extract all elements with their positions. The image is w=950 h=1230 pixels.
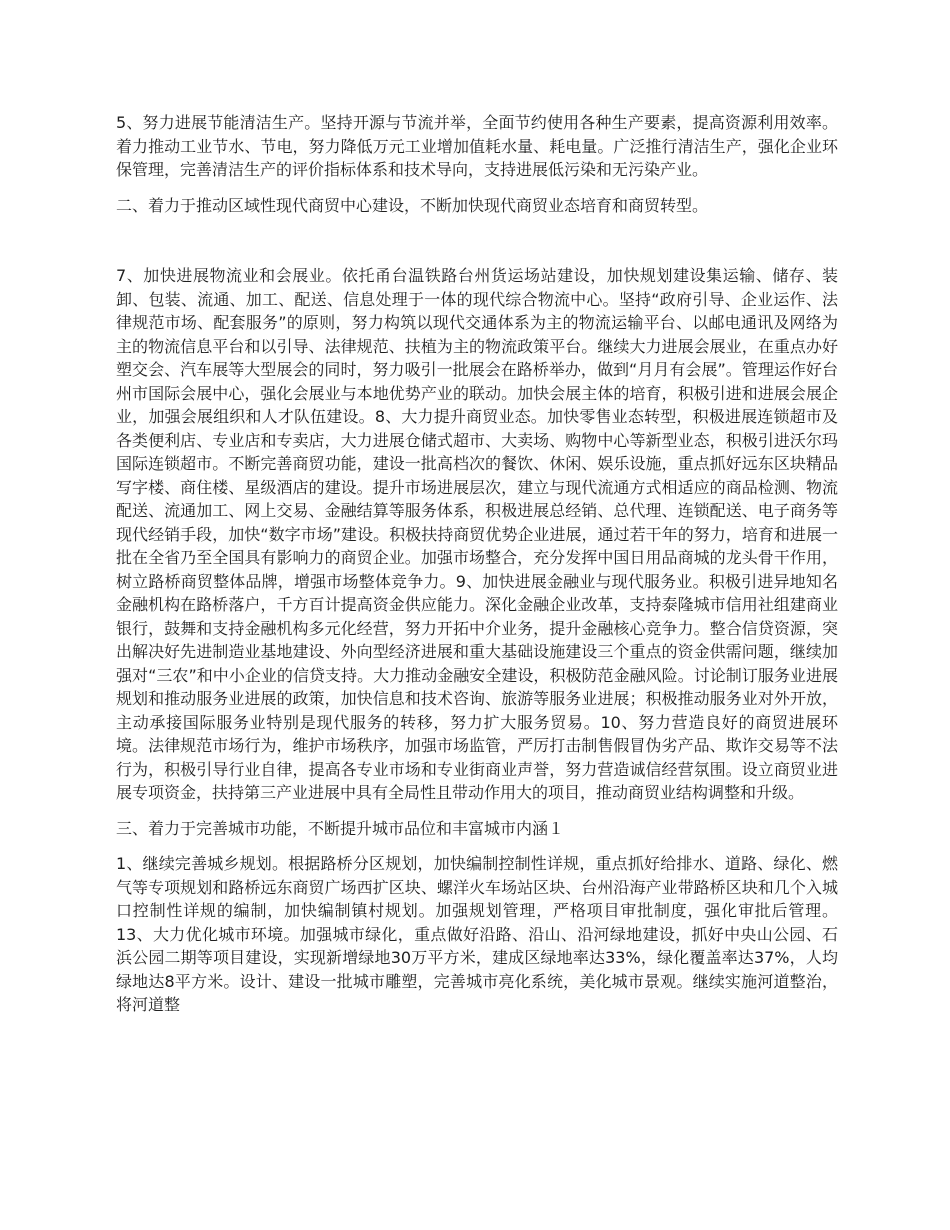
paragraph-logistics-commerce: 7、加快进展物流业和会展业。依托甬台温铁路台州货运场站建设，加快规划建设集运输、储存、装卸、包装、流通、加工、配送、信息处理于一体的现代综合物流中心。坚持“政府引导、企业运作、法律规范市场、配套服务”的原则，努力构筑以现代交通体系为主的物流运输平台、以邮电通讯及网络为主的物流信息平台和以引导、法律规范、扶植为主的物流政策平台。继续大力进展会展业，在重点办好塑交会、汽车展等大型展会的同时，努力吸引一批展会在路桥举办，做到“月月有会展”。管理运作好台州市国际会展中心，强化会展业与本地优势产业的联动。加快会展主体的培育，积极引进和进展会展企业，加强会展组织和人才队伍建设。8、大力提升商贸业态。加快零售业态转型，积极进展连锁超市及各类便利店、专业店和专卖店，大力进展仓储式超市、大卖场、购物中心等新型业态，积极引进沃尔玛国际连锁超市。不断完善商贸功能，建设一批高档次的餐饮、休闲、娱乐设施，重点抓好远东区块精品写字楼、商住楼、星级酒店的建设。提升市场进展层次，建立与现代流通方式相适应的商品检测、物流配送、流通加工、网上交易、金融结算等服务体系，积极进展总经销、总代理、连锁配送、电子商务等现代经销手段，加快“数字市场”建设。积极扶持商贸优势企业进展，通过若干年的努力，培育和进展一批在全省乃至全国具有影响力的商贸企业。加强市场整合，充分发挥中国日用品商城的龙头骨干作用，树立路桥商贸整体品牌，增强市场整体竞争力。9、加快进展金融业与现代服务业。积极引进异地知名金融机构在路桥落户，千方百计提高资金供应能力。深化金融企业改革，支持泰隆城市信用社组建商业银行，鼓舞和支持金融机构多元化经营，努力开拓中介业务，提升金融核心竞争力。整合信贷资源，突出解决好先进制造业基地建设、外向型经济进展和重大基础设施建设三个重点的资金供需问题，继续加强对“三农”和中小企业的信贷支持。大力推动金融安全建设，积极防范金融风险。讨论制订服务业进展规划和推动服务业进展的政策，加快信息和技术咨询、旅游等服务业进展；积极推动服务业对外开放，主动承接国际服务业特别是现代服务的转移，努力扩大服务贸易。10、努力营造良好的商贸进展环境。法律规范市场行为，维护市场秩序，加强市场监管，严厉打击制售假冒伪劣产品、欺诈交易等不法行为，积极引导行业自律，提高各专业市场和专业街商业声誉，努力营造诚信经营氛围。设立商贸业进展专项资金，扶持第三产业进展中具有全局性且带动作用大的项目，推动商贸业结构调整和升级。 (116, 266, 838, 802)
paragraph-energy-saving: 5、努力进展节能清洁生产。坚持开源与节流并举，全面节约使用各种生产要素，提高资源利用效率。着力推动工业节水、节电，努力降低万元工业增加值耗水量、耗电量。广泛推行清洁生产，强化企业环保管理，完善清洁生产的评价指标体系和技术导向，支持进展低污染和无污染产业。 (116, 113, 838, 179)
section-heading-city-function: 三、着力于完善城市功能，不断提升城市品位和丰富城市内涵１ (116, 818, 565, 838)
document-body (116, 111, 838, 1029)
section-heading-commerce: 二、着力于推动区域性现代商贸中心建设，不断加快现代商贸业态培育和商贸转型。 (116, 195, 709, 215)
paragraph-urban-planning: 1、继续完善城乡规划。根据路桥分区规划，加快编制控制性详规，重点抓好给排水、道路、绿化、燃气等专项规划和路桥远东商贸广场西扩区块、螺洋火车场站区块、台州沿海产业带路桥区块和几个入城口控制性详规的编制，加快编制镇村规划。加强规划管理，严格项目审批制度，强化审批后管理。13、大力优化城市环境。加强城市绿化，重点做好沿路、沿山、沿河绿地建设，抓好中央山公园、石浜公园二期等项目建设，实现新增绿地30万平方米，建成区绿地率达33%，绿化覆盖率达37%，人均绿地达8平方米。设计、建设一批城市雕塑，完善城市亮化系统，美化城市景观。继续实施河道整治，将河道整 (116, 854, 838, 1014)
blank-gap (116, 229, 838, 264)
